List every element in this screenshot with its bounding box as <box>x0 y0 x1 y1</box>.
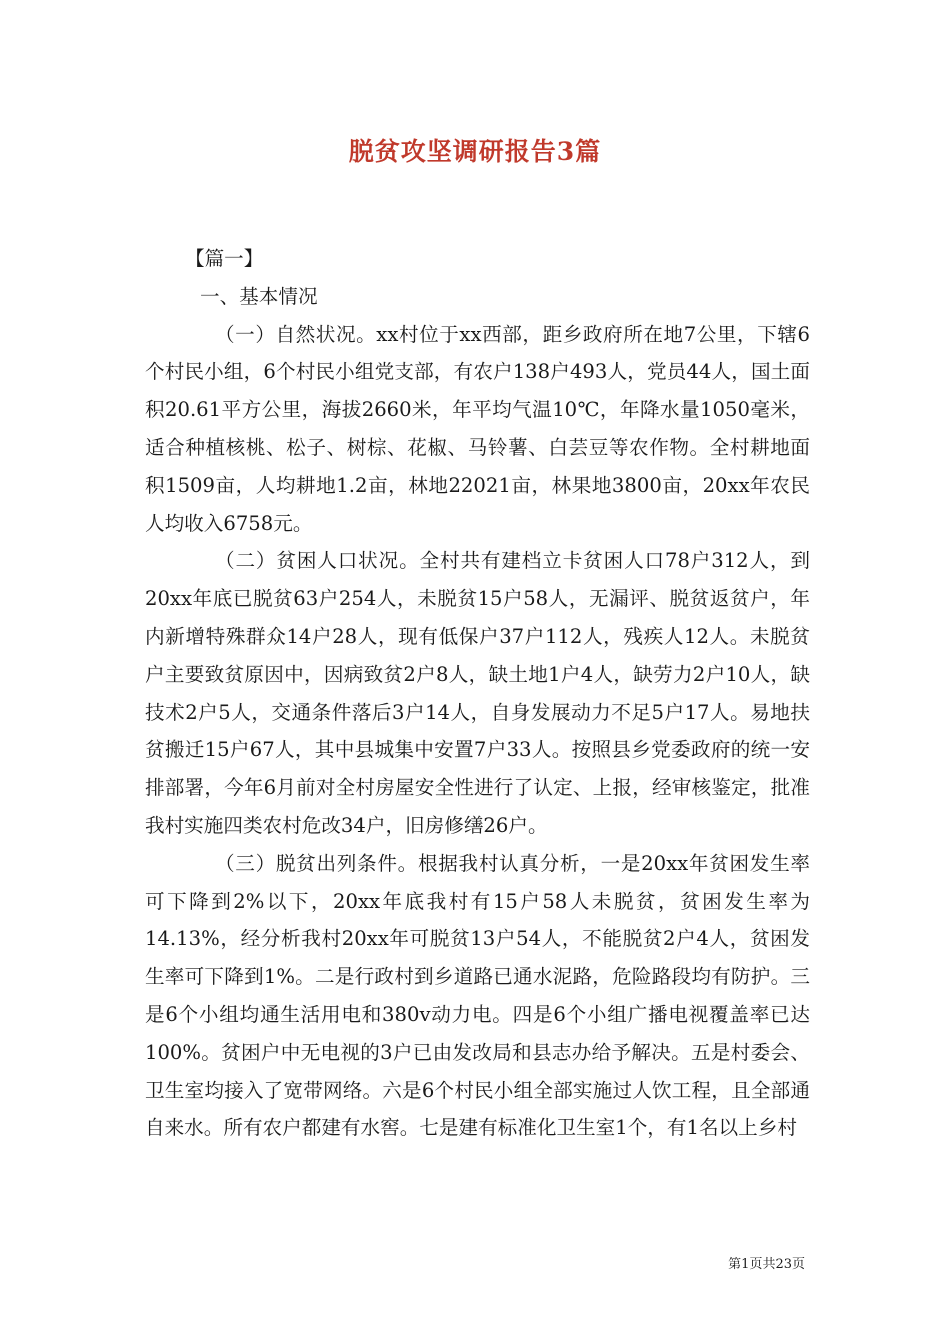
part-label: 【篇一】 <box>185 247 264 270</box>
section-heading: 一、基本情况 <box>200 284 318 308</box>
paragraph-exit-conditions: （三）脱贫出列条件。根据我村认真分析，一是20xx年贫困发生率可下降到2%以下，20xx年底我村有15户58人未脱贫，贫困发生率为14.13%，经分析我村20xx年可脱贫13户54人，不能脱贫2户4人，贫困发生率可下降到1%。二是行政村到乡道路已通水泥路，危险路段均有防护。三是6个小组均通生活用电和380v动力电。四是6个小组广播电视覆盖率已达100%。贫困户中无电视的3户已由发改局和县志办给予解决。五是村委会、卫生室均接入了宽带网络。六是6个村民小组全部实施过人饮工程，且全部通自来水。所有农户都建有水窖。七是建有标准化卫生室1个，有1名以上乡村 <box>145 851 810 1140</box>
document-body <box>145 240 810 1147</box>
page-number: 第1页共23页 <box>728 1257 805 1272</box>
document-title: 脱贫攻坚调研报告3篇 <box>348 137 602 166</box>
paragraph-natural-conditions: （一）自然状况。xx村位于xx西部，距乡政府所在地7公里，下辖6个村民小组，6个村民小组党支部，有农户138户493人，党员44人，国土面积20.61平方公里，海拔2660米，年平均气温10℃，年降水量1050毫米，适合种植核桃、松子、树棕、花椒、马铃薯、白芸豆等农作物。全村耕地面积1509亩，人均耕地1.2亩，林地22021亩，林果地3800亩，20xx年农民人均收入6758元。 <box>145 322 810 535</box>
paragraph-poverty-population: （二）贫困人口状况。全村共有建档立卡贫困人口78户312人，到20xx年底已脱贫63户254人，未脱贫15户58人，无漏评、脱贫返贫户，年内新增特殊群众14户28人，现有低保户37户112人，残疾人12人。未脱贫户主要致贫原因中，因病致贫2户8人，缺土地1户4人，缺劳力2户10人，缺技术2户5人，交通条件落后3户14人，自身发展动力不足5户17人。易地扶贫搬迁15户67人，其中县城集中安置7户33人。按照县乡党委政府的统一安排部署，今年6月前对全村房屋安全性进行了认定、上报，经审核鉴定，批准我村实施四类农村危改34户，旧房修缮26户。 <box>145 549 810 837</box>
